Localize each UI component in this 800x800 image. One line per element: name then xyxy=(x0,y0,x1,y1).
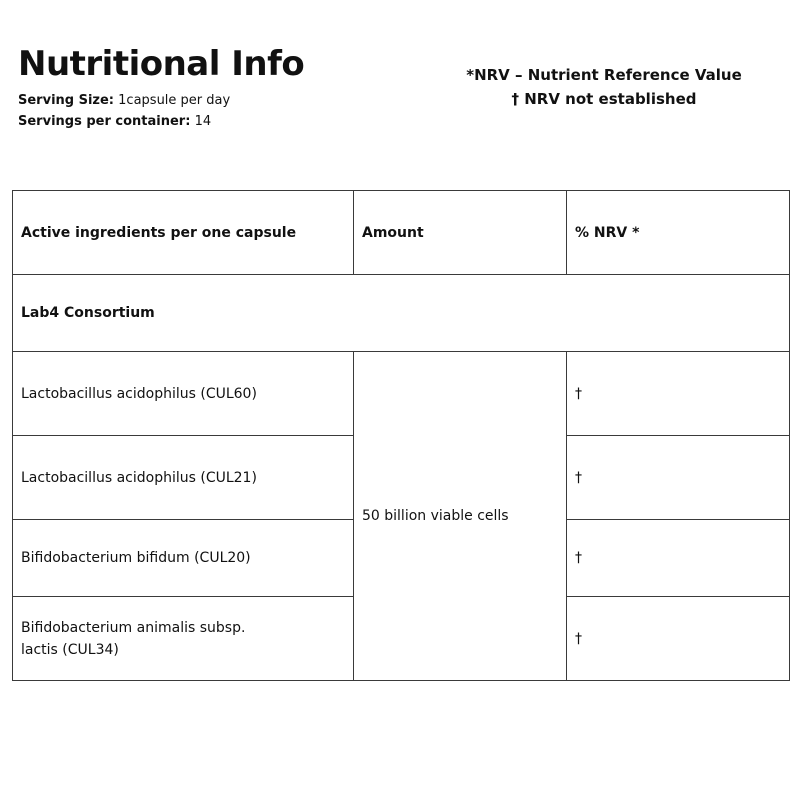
serving-size-line xyxy=(18,93,230,108)
ingredient-name: Lactobacillus acidophilus (CUL60) xyxy=(13,352,354,436)
table-header-row xyxy=(13,191,790,275)
nrv-value: † xyxy=(567,597,790,681)
table-row xyxy=(13,352,790,436)
servings-per-container-value: 14 xyxy=(194,114,212,129)
column-header-amount: Amount xyxy=(354,191,567,275)
ingredient-name: Bifidobacterium bifidum (CUL20) xyxy=(13,520,354,597)
ingredient-name-line: Bifidobacterium animalis subsp. xyxy=(21,619,246,636)
column-header-ingredients: Active ingredients per one capsule xyxy=(13,191,354,275)
ingredient-name xyxy=(13,597,354,681)
column-header-nrv: % NRV * xyxy=(567,191,790,275)
amount-cell: 50 billion viable cells xyxy=(354,352,567,681)
nrv-note: *NRV – Nutrient Reference Value xyxy=(466,66,742,84)
nrv-value: † xyxy=(567,436,790,520)
nrv-value: † xyxy=(567,520,790,597)
serving-size-label: Serving Size: xyxy=(18,93,115,108)
ingredient-name-line: lactis (CUL34) xyxy=(21,641,119,658)
nutrition-table xyxy=(12,190,790,681)
group-label: Lab4 Consortium xyxy=(13,275,790,352)
group-row xyxy=(13,275,790,352)
nrv-dagger-note: † NRV not established xyxy=(511,90,697,108)
nrv-value: † xyxy=(567,352,790,436)
servings-per-container-label: Servings per container: xyxy=(18,114,191,129)
servings-per-container-line xyxy=(18,114,211,129)
ingredient-name: Lactobacillus acidophilus (CUL21) xyxy=(13,436,354,520)
serving-size-value: 1capsule per day xyxy=(118,93,231,108)
page-title: Nutritional Info xyxy=(18,44,305,84)
